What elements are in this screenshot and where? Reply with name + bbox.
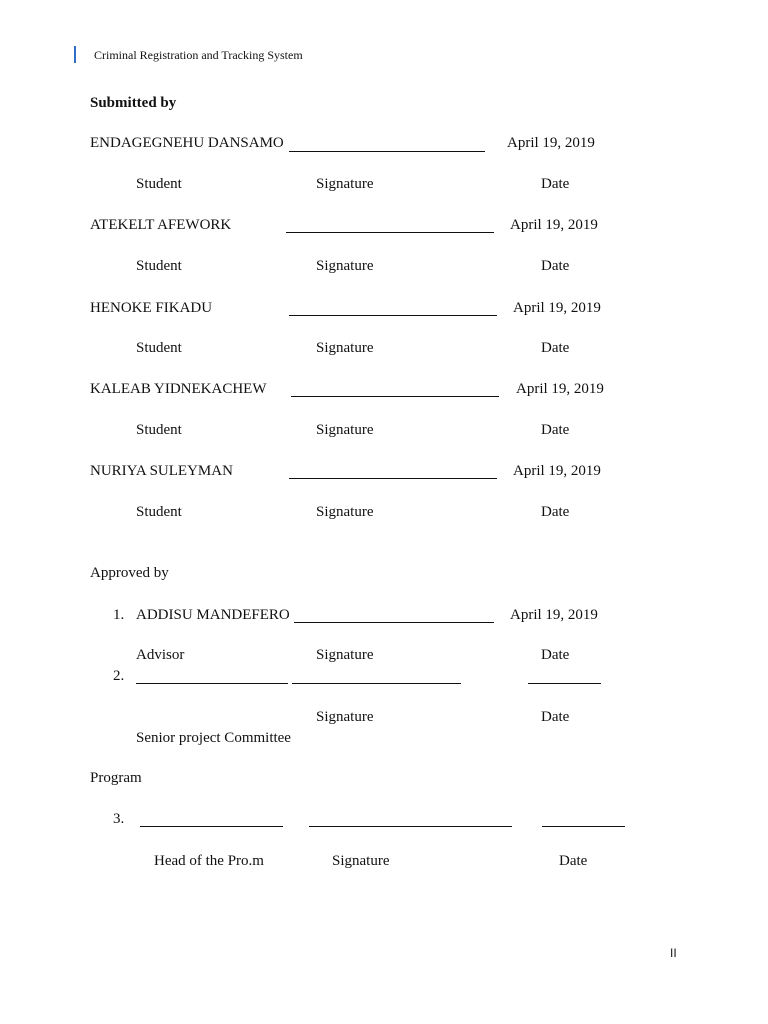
name-line [136,683,288,684]
student-date: April 19, 2019 [513,463,601,479]
date-label: Date [559,853,588,869]
student-name: ENDAGEGNEHU DANSAMO [90,135,284,151]
date-label: Date [541,176,570,192]
student-role-label: Student [136,176,182,192]
committee-label: Senior project Committee [136,730,291,746]
student-role-label: Student [136,422,182,438]
signature-line [309,826,512,827]
date-label: Date [541,709,570,725]
date-label: Date [541,422,570,438]
list-number: 1. [113,607,125,623]
student-name: HENOKE FIKADU [90,300,213,316]
signature-line [291,396,499,397]
program-heading: Program [90,770,142,786]
document-header-title: Criminal Registration and Tracking System [94,48,303,62]
student-role-label: Student [136,258,182,274]
date-line [542,826,625,827]
student-name: NURIYA SULEYMAN [90,463,233,479]
signature-line [286,232,494,233]
signature-line [289,151,485,152]
submitted-heading: Submitted by [90,95,177,111]
signature-label: Signature [316,258,374,274]
signature-label: Signature [316,176,374,192]
program-head-label: Head of the Pro.m [154,853,264,869]
date-label: Date [541,258,570,274]
signature-label: Signature [332,853,390,869]
student-name: ATEKELT AFEWORK [90,217,232,233]
signature-line [289,315,497,316]
student-date: April 19, 2019 [507,135,595,151]
student-role-label: Student [136,504,182,520]
student-role-label: Student [136,340,182,356]
name-line [140,826,283,827]
signature-line [289,478,497,479]
signature-label: Signature [316,504,374,520]
approver-date: April 19, 2019 [510,607,598,623]
approver-name: ADDISU MANDEFERO [136,607,290,623]
signature-label: Signature [316,422,374,438]
list-number: 3. [113,811,125,827]
student-name: KALEAB YIDNEKACHEW [90,381,267,397]
date-label: Date [541,340,570,356]
signature-line [292,683,461,684]
page-number: II [670,946,677,960]
date-label: Date [541,647,570,663]
header-accent-bar [74,46,76,63]
student-date: April 19, 2019 [513,300,601,316]
approved-heading: Approved by [90,565,169,581]
approver-role-label: Advisor [136,647,185,663]
student-date: April 19, 2019 [510,217,598,233]
signature-label: Signature [316,647,374,663]
list-number: 2. [113,668,125,684]
date-label: Date [541,504,570,520]
signature-line [294,622,494,623]
student-date: April 19, 2019 [516,381,604,397]
date-line [528,683,601,684]
signature-label: Signature [316,709,374,725]
signature-label: Signature [316,340,374,356]
